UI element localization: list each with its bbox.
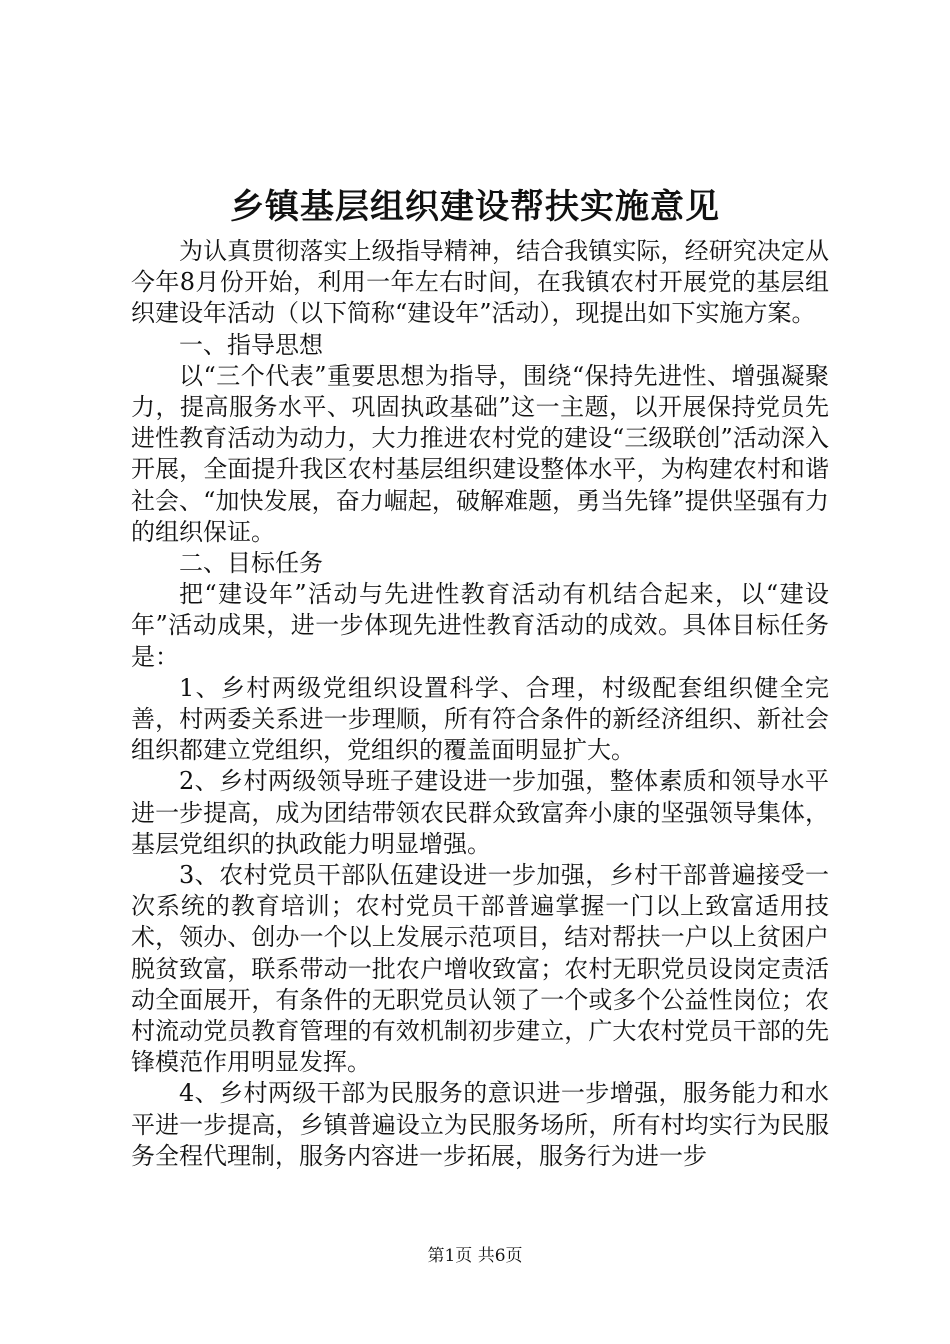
section-heading-guiding-ideology: 一、指导思想: [179, 330, 323, 359]
goal-item-2: 2、乡村两级领导班子建设进一步加强，整体素质和领导水平进一步提高，成为团结带领农民群众致富奔小康的坚强领导集体，基层党组织的执政能力明显增强。: [131, 767, 829, 858]
goal-item-3: 3、农村党员干部队伍建设进一步加强，乡村干部普遍接受一次系统的教育培训；农村党员干部普遍掌握一门以上致富适用技术，领办、创办一个以上发展示范项目，结对帮扶一户以上贫困户脱贫致富，联系带动一批农户增收致富；农村无职党员设岗定责活动全面展开，有条件的无职党员认领了一个或多个公益性岗位；农村流动党员教育管理的有效机制初步建立，广大农村党员干部的先锋模范作用明显发挥。: [131, 861, 829, 1077]
guiding-ideology-paragraph: 以“三个代表”重要思想为指导，围绕“保持先进性、增强凝聚力，提高服务水平、巩固执政基础”这一主题，以开展保持党员先进性教育活动为动力，大力推进农村党的建设“三级联创”活动深入开展，全面提升我区农村基层组织建设整体水平，为构建农村和谐社会、“加快发展，奋力崛起，破解难题，勇当先锋”提供坚强有力的组织保证。: [131, 361, 829, 546]
goal-item-1: 1、乡村两级党组织设置科学、合理，村级配套组织健全完善，村两委关系进一步理顺，所有符合条件的新经济组织、新社会组织都建立党组织，党组织的覆盖面明显扩大。: [131, 673, 829, 765]
document-body: [131, 236, 829, 1172]
goal-item-4: 4、乡村两级干部为民服务的意识进一步增强，服务能力和水平进一步提高，乡镇普遍设立为民服务场所，所有村均实行为民服务全程代理制，服务内容进一步拓展，服务行为进一步: [131, 1079, 829, 1170]
intro-paragraph: 为认真贯彻落实上级指导精神，结合我镇实际，经研究决定从今年8月份开始，利用一年左右时间，在我镇农村开展党的基层组织建设年活动（以下简称“建设年”活动），现提出如下实施方案。: [131, 237, 829, 328]
section-heading-goals: 二、目标任务: [179, 549, 323, 578]
page-footer: 第1页 共6页: [427, 1246, 523, 1266]
goals-intro-paragraph: 把“建设年”活动与先进性教育活动有机结合起来，以“建设年”活动成果，进一步体现先进性教育活动的成效。具体目标任务是：: [131, 580, 829, 671]
document-title: 乡镇基层组织建设帮扶实施意见: [230, 187, 720, 227]
